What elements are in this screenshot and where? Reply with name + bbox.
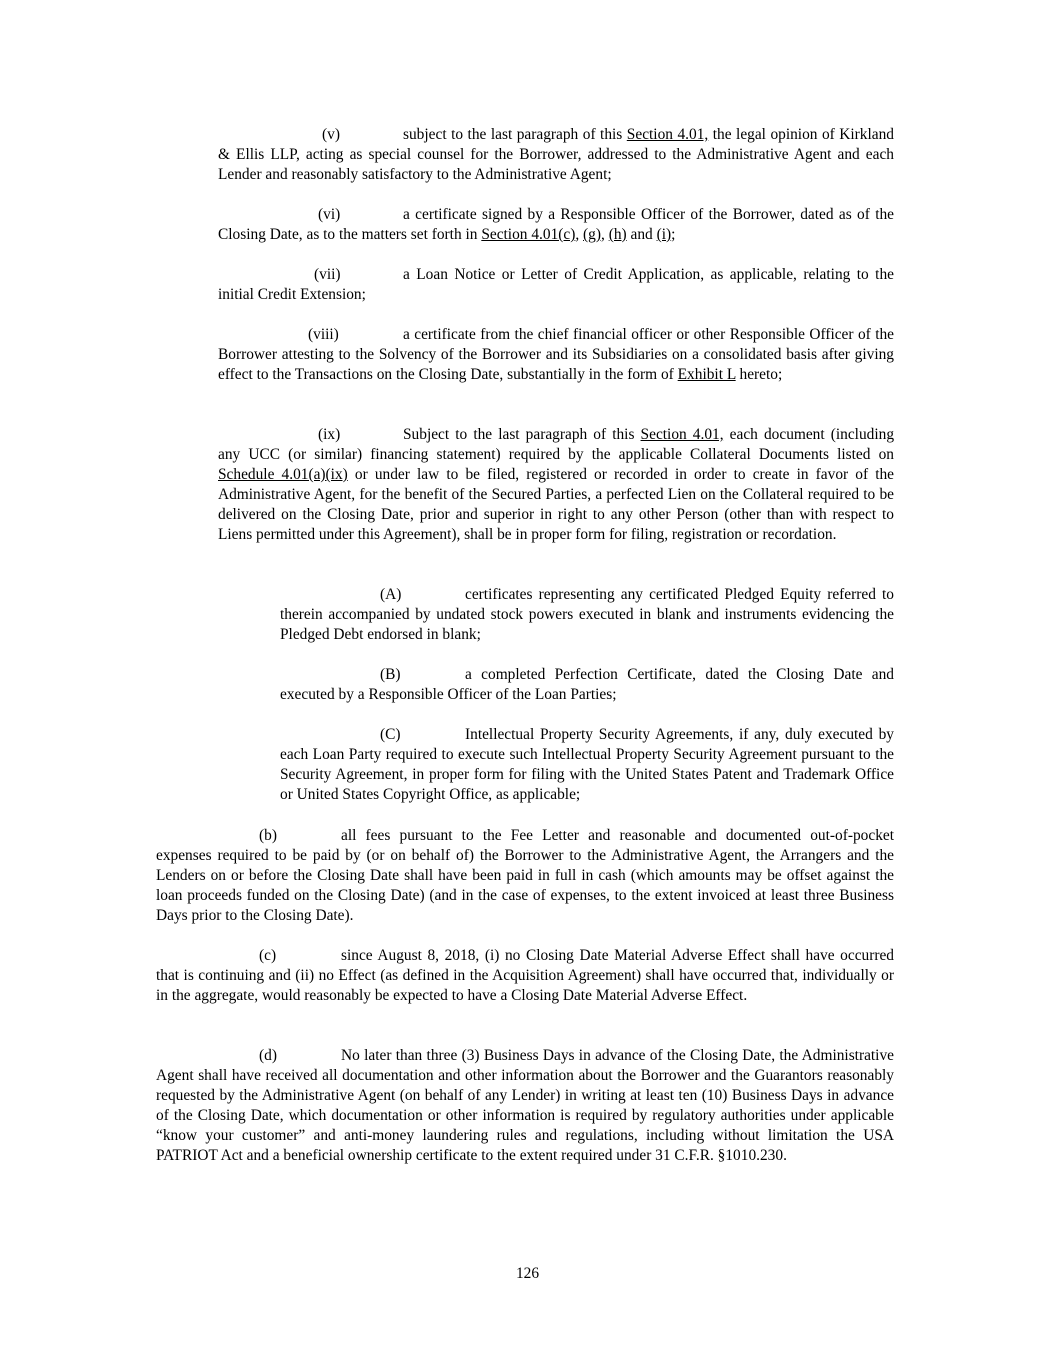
section-b [156, 826, 894, 926]
cross-reference: (h) [608, 226, 627, 243]
clause-viii [218, 325, 894, 385]
page-number: 126 [515, 1265, 540, 1282]
clause-text: since August 8, 2018, (i) no Closing Date Material Adverse Effect shall have occurred that is continuing and (ii) no Effect (as defined in the Acquisition Agreement) shall have occurred that, individually or in the aggregate, would reasonably be expected to have a Closing Date Material Adverse Effect. [156, 947, 894, 1004]
clause-text: a Loan Notice or Letter of Credit Application, as applicable, relating to the initial Credit Extension; [218, 266, 894, 303]
clause-text: or under law to be filed, registered or recorded in order to create in favor of the Administrative Agent, for the benefit of the Secured Parties, a perfected Lien on the Collateral required to be delivered on the Closing Date, prior and superior in right to any other Person (other than with respect to Liens permitted under this Agreement), shall be in proper form for filing, registration or recordation. [218, 466, 895, 543]
cross-reference: Section 4.01, [626, 126, 709, 143]
clause-label: (b) [259, 827, 277, 844]
cross-reference: (g) [583, 226, 601, 243]
clause-text: No later than three (3) Business Days in advance of the Closing Date, the Administrative Agent shall have received all documentation and other information about the Borrower and the Guarantors reasonably requested by the Administrative Agent (on behalf of any Lender) in writing at least ten (10) Business Days in advance of the Closing Date, which documentation or other information is required by regulatory authorities under applicable “know your customer” and anti-money laundering rules and regulations, including without limitation the USA PATRIOT Act and a beneficial ownership certificate to the extent required under 31 C.F.R. §1010.230. [156, 1047, 894, 1164]
clause-text: subject to the last paragraph of this [403, 126, 627, 143]
cross-reference: Section 4.01(c) [481, 226, 576, 243]
clause-text: a certificate signed by a Responsible Officer of the Borrower, dated as of the Closing Date, as to the matters set forth in [218, 206, 894, 243]
clause-label: (c) [259, 947, 277, 964]
clause-text: certificates representing any certificated Pledged Equity referred to therein accompanied by undated stock powers executed in blank and instruments evidencing the Pledged Debt endorsed in blank; [280, 586, 894, 643]
clause-text: a completed Perfection Certificate, dated the Closing Date and executed by a Responsible Officer of the Loan Parties; [280, 666, 894, 703]
clause-v [218, 125, 894, 185]
clause-label: (viii) [308, 326, 339, 343]
clause-text: a certificate from the chief financial officer or other Responsible Officer of the Borrower attesting to the Solvency of the Borrower and its Subsidiaries on a consolidated basis after giving effect to the Transactions on the Closing Date, substantially in the form of [218, 326, 894, 383]
subclause-A [280, 585, 894, 645]
clause-text: ; [671, 226, 676, 243]
clause-vii [218, 265, 894, 305]
clause-label: (C) [380, 726, 401, 743]
clause-label: (vi) [318, 206, 341, 223]
section-d [156, 1046, 894, 1166]
cross-reference: Schedule 4.01(a)(ix) [218, 466, 348, 483]
clause-text: hereto; [735, 366, 783, 383]
clause-vi [218, 205, 894, 245]
clause-text: the legal opinion of Kirkland & Ellis LLP, acting as special counsel for the Borrower, addressed to the Administrative Agent and each Lender and reasonably satisfactory to the Administrative Agent; [218, 126, 894, 183]
separator: and [626, 226, 657, 243]
clause-label: (v) [322, 126, 340, 143]
clause-text: each document (including any UCC (or similar) financing statement) required by the applicable Collateral Documents listed on [218, 426, 895, 463]
separator: , [601, 226, 609, 243]
clause-label: (d) [259, 1047, 277, 1064]
separator: , [575, 226, 584, 243]
clause-label: (ix) [318, 426, 341, 443]
clause-text: Intellectual Property Security Agreements, if any, duly executed by each Loan Party required to execute such Intellectual Property Security Agreement pursuant to the Security Agreement, in proper form for filing with the United States Patent and Trademark Office or United States Copyright Office, as applicable; [280, 726, 894, 803]
clause-label: (vii) [314, 266, 341, 283]
cross-reference: (i) [656, 226, 672, 243]
section-c [156, 946, 894, 1006]
clause-text: all fees pursuant to the Fee Letter and reasonable and documented out-of-pocket expenses required to be paid by (or on behalf of) the Borrower to the Administrative Agent, the Arrangers and the Lenders on or before the Closing Date shall have been paid in full in cash (which amounts may be offset against the loan proceeds funded on the Closing Date) (and in the case of expenses, to the extent invoiced at least three Business Days prior to the Closing Date). [156, 827, 894, 924]
clause-label: (A) [380, 586, 402, 603]
cross-reference: Section 4.01, [640, 426, 724, 443]
cross-reference: Exhibit L [677, 366, 736, 383]
clause-text: Subject to the last paragraph of this [403, 426, 641, 443]
subclause-B [280, 665, 894, 705]
clause-label: (B) [380, 666, 401, 683]
clause-ix [218, 425, 894, 545]
subclause-C [280, 725, 894, 805]
